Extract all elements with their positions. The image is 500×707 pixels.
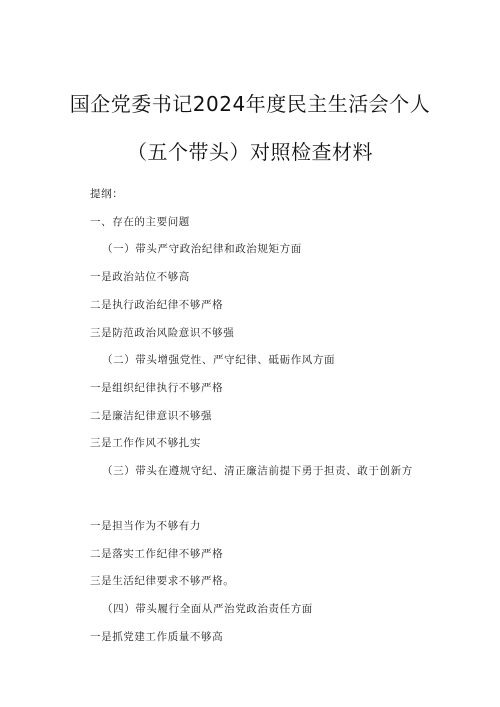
list-item: 一是担当作为不够有力 — [90, 520, 201, 532]
subsection-heading: （二）带头增强党性、严守纪律、砥砺作风方面 — [102, 354, 336, 366]
subsection-heading: （三）带头在遵规守纪、清正廉洁前提下勇于担责、敢于创新方 — [102, 465, 413, 477]
list-item: 一是政治站位不够高 — [90, 271, 190, 283]
document-title-line-2: （五个带头）对照检查材料 — [127, 140, 373, 164]
subsection-heading: （四）带头履行全面从严治党政治责任方面 — [102, 603, 313, 615]
list-item: 三是生活纪律要求不够严格。 — [90, 575, 235, 587]
section-heading: 一、存在的主要问题 — [90, 216, 190, 228]
list-item: 三是工作作风不够扎实 — [90, 437, 201, 449]
list-item: 一是抓党建工作质量不够高 — [90, 631, 224, 643]
list-item: 二是执行政治纪律不够严格 — [90, 299, 224, 311]
list-item: 二是廉洁纪律意识不够强 — [90, 410, 213, 422]
list-item: 一是组织纪律执行不够严格 — [90, 382, 224, 394]
list-item: 三是防范政治风险意识不够强 — [90, 327, 235, 339]
list-item: 二是落实工作纪律不够严格 — [90, 548, 224, 560]
subsection-heading: （一）带头严守政治纪律和政治规矩方面 — [102, 243, 302, 255]
document-title-line-1: 国企党委书记2024年度民主生活会个人 — [69, 92, 431, 116]
outline-label: 提纲： — [90, 188, 124, 200]
